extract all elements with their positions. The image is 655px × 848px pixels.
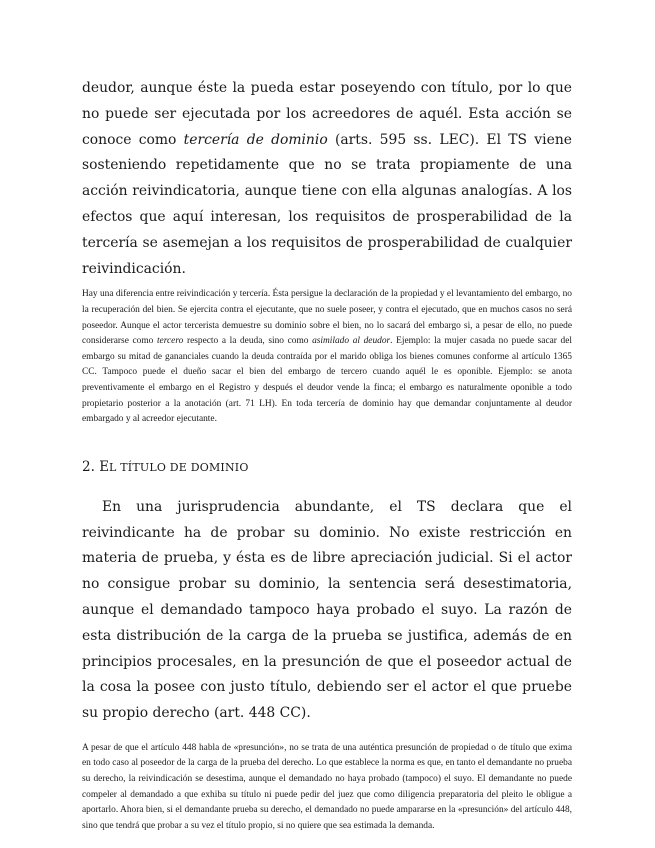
section-title-initial: E: [99, 458, 110, 475]
term-terceria-de-dominio: tercería de dominio: [183, 131, 328, 148]
term-asimilado-al-deudor: asimilado al deudor: [312, 336, 391, 347]
note-paragraph-2: A pesar de que el artículo 448 habla de «presunción», no se trata de una auténtica presunción de propiedad o de título que exima en todo caso al poseedor de la carga de la prueba del derecho. Lo que establece la norma es que, en tanto el demandante no prueba su derecho, la reivindicación se desestima, aunque el demandado no haya probado (tampoco) el suyo. El demandante no puede compeler al demandado a que exhiba su título ni puede pedir del juez que como diligencia preparatoria del pleito le obligue a aportarlo. Ahora bien, si el demandante prueba su derecho, el demandado no puede ampararse en la «presunción» del artículo 448, sino que tendrá que probar a su vez el título propio, si no quiere que sea estimada la demanda.: [82, 742, 572, 831]
document-page: [82, 76, 572, 834]
body-paragraph-1: deudor, aunque éste la pueda estar poseyendo con título, por lo que no puede ser ejecutada por los acreedores de aquél. Esta acción se conoce como tercería de dominio (arts. 595 ss. LEC). El TS viene sosteniendo repetidamente que no se trata propiamente de una acción reivindicatoria, aunque tiene con ella algunas analogías. A los efectos que aquí interesan, los requisitos de prosperabilidad de la tercería se asemejan a los requisitos de prosperabilidad de cualquier reivindicación.: [82, 80, 572, 277]
section-heading: [82, 458, 572, 477]
section-number: 2.: [82, 458, 95, 475]
term-tercero: tercero: [156, 336, 184, 347]
body-paragraph-2: En una jurisprudencia abundante, el TS declara que el reivindicante ha de probar su dominio. No existe restricción en materia de prueba, y ésta es de libre apreciación judicial. Si el actor no consigue probar su dominio, la sentencia será desestimatoria, aunque el demandado tampoco haya probado el suyo. La razón de esta distribución de la carga de la prueba se justifica, además de en principios procesales, en la presunción de que el poseedor actual de la cosa la posee con justo título, debiendo ser el actor el que pruebe su propio derecho (art. 448 CC).: [82, 498, 572, 722]
note-paragraph-1: Hay una diferencia entre reivindicación y tercería. Ésta persigue la declaración de la propiedad y el levantamiento del embargo, no la recuperación del bien. Se ejercita contra el ejecutante, que no suele poseer, y contra el ejecutado, que en muchos casos no será poseedor. Aunque el actor tercerista demuestre su dominio sobre el bien, no lo sacará del embargo si, a pesar de ello, no puede considerarse como tercero respecto a la deuda, sino como asimilado al deudor. Ejemplo: la mujer casada no puede sacar del embargo su mitad de gananciales cuando la deuda contraída por el marido obliga los bienes comunes conforme al artículo 1365 CC. Tampoco puede el dueño sacar el bien del embargo de tercero cuando aquél le es oponible. Ejemplo: se anota preventivamente el embargo en el Registro y después el deudor vende la finca; el embargo es naturalmente oponible a todo propietario posterior a la anotación (art. 71 LH). En toda tercería de dominio hay que demandar conjuntamente al deudor embargado y al acreedor ejecutante.: [82, 289, 572, 425]
section-title-rest: L TÍTULO DE DOMINIO: [109, 460, 249, 474]
